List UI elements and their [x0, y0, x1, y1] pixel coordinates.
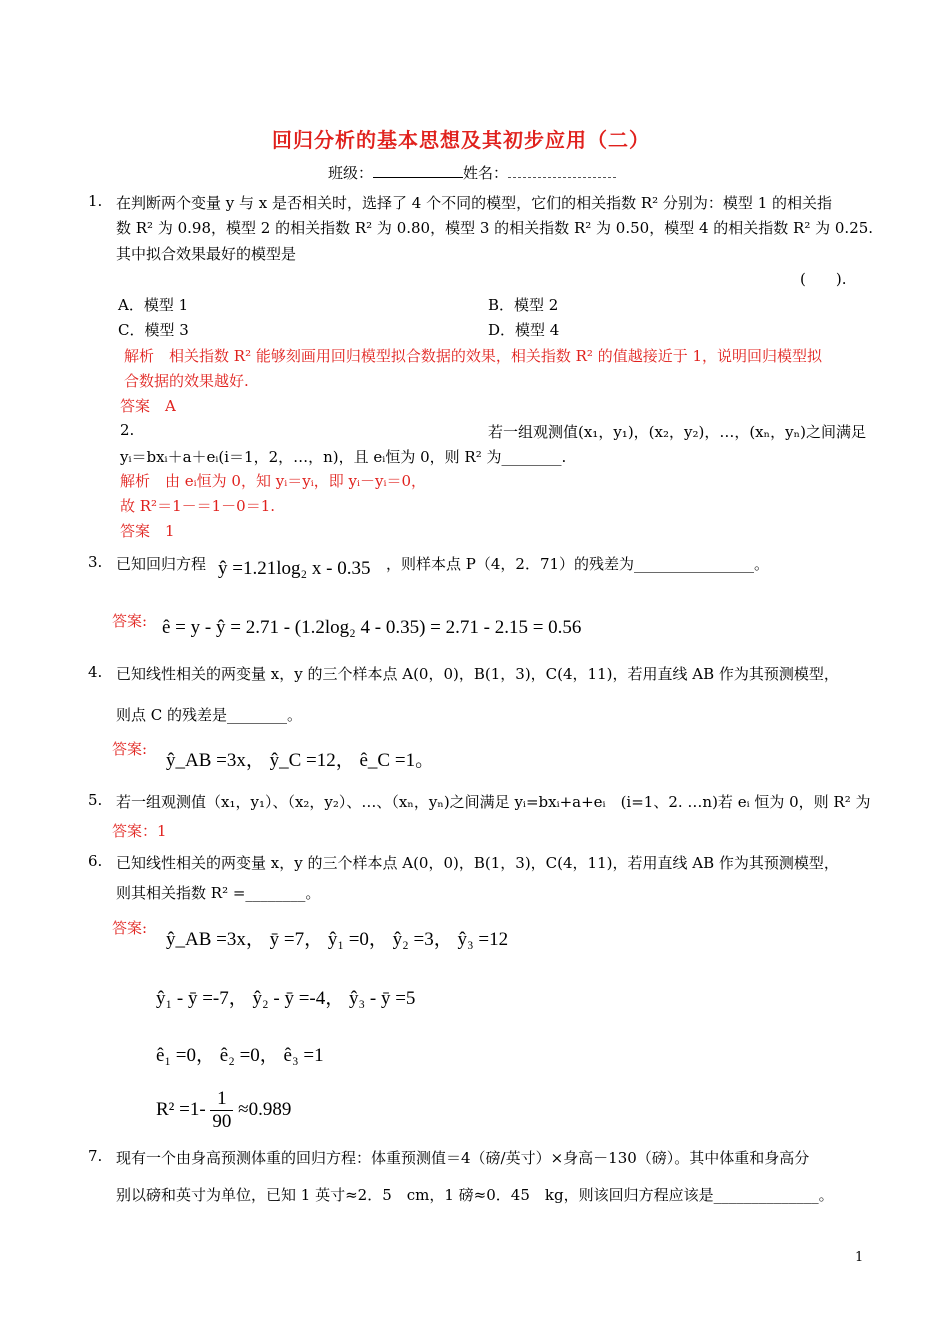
- q3-text-after: ，则样本点 P（4，2．71）的残差为________________。: [386, 555, 770, 573]
- page-title: 回归分析的基本思想及其初步应用（二）: [272, 128, 650, 152]
- q1-line2: 数 R² 为 0.98，模型 2 的相关指数 R² 为 0.80，模型 3 的相关指数 R² 为 0.50，模型 4 的相关指数 R² 为 0.25.: [116, 219, 874, 237]
- q2-analysis-line1: 解析 由 eᵢ恒为 0，知 yᵢ＝yᵢ，即 yᵢ－yᵢ＝0，: [120, 472, 427, 490]
- q1-option-a: A．模型 1: [118, 296, 189, 314]
- q6-line2: 则其相关指数 R² =________。: [116, 884, 321, 902]
- q4-answer-label: 答案:: [112, 740, 148, 758]
- q1-analysis-line1: 解析 相关指数 R² 能够刻画用回归模型拟合数据的效果，相关指数 R² 的值越接近于 1，说明回归模型拟: [124, 347, 823, 365]
- q4-line1: 已知线性相关的两变量 x，y 的三个样本点 A(0，0)，B(1，3)，C(4，11)，若用直线 AB 作为其预测模型，: [116, 665, 839, 683]
- q6-answer-row4: [156, 1088, 291, 1133]
- q1-option-d: D．模型 4: [488, 321, 560, 339]
- q7-number: 7.: [88, 1147, 103, 1165]
- r2-left: R² =1-: [156, 1098, 206, 1120]
- name-label: 姓名：: [463, 164, 509, 182]
- r2-fraction: [210, 1088, 233, 1133]
- q2-answer: 答案 1: [120, 522, 175, 540]
- name-blank[interactable]: [508, 163, 616, 178]
- q7-line2: 别以磅和英寸为单位，已知 1 英寸≈2．5 cm，1 磅≈0．45 kg，则该回归方程应该是______________。: [116, 1186, 834, 1204]
- r2-denominator: 90: [212, 1111, 232, 1132]
- q3-number: 3.: [88, 553, 103, 571]
- q7-line1: 现有一个由身高预测体重的回归方程：体重预测值＝4（磅/英寸）×身高－130（磅）。其中体重和身高分: [116, 1149, 810, 1167]
- class-name-line: [328, 162, 616, 183]
- q1-number: 1.: [88, 192, 103, 210]
- q1-analysis-line2: 合数据的效果越好.: [124, 372, 249, 390]
- class-label: 班级：: [328, 164, 374, 182]
- q6-answer-label: 答案:: [112, 919, 148, 937]
- q3-text-before: 已知回归方程: [116, 555, 207, 573]
- q1-bracket: ( ).: [800, 270, 847, 288]
- class-blank[interactable]: [373, 163, 463, 178]
- q3-answer-formula: ê = y - ŷ = 2.71 - (1.2log₂ 4 - 0.35) = 2.71 - 2.15 = 0.56: [162, 617, 582, 638]
- q6-line1: 已知线性相关的两变量 x，y 的三个样本点 A(0，0)，B(1，3)，C(4，11)，若用直线 AB 作为其预测模型，: [116, 854, 839, 872]
- page-number: 1: [855, 1250, 864, 1265]
- r2-numerator: 1: [210, 1088, 233, 1111]
- q1-option-b: B．模型 2: [488, 296, 559, 314]
- q1-answer: 答案 A: [120, 397, 176, 415]
- q2-line1: 若一组观测值(x₁，y₁)，(x₂，y₂)，…，(xₙ，yₙ)之间满足: [488, 423, 866, 441]
- q4-line2: 则点 C 的残差是________。: [116, 706, 303, 724]
- q4-number: 4.: [88, 663, 103, 681]
- q3-answer-label: 答案:: [112, 612, 148, 630]
- q1-option-c: C．模型 3: [118, 321, 189, 339]
- q6-answer-row1: ŷ_AB =3x， ȳ =7， ŷ₁ =0， ŷ₂ =3， ŷ₃ =12: [166, 929, 509, 950]
- q3-formula: ŷ =1.21log₂ x - 0.35: [218, 558, 371, 579]
- q1-line1: 在判断两个变量 y 与 x 是否相关时，选择了 4 个不同的模型，它们的相关指数 R² 分别为：模型 1 的相关指: [116, 194, 833, 212]
- q5-answer: 答案：1: [112, 822, 167, 840]
- q6-answer-row3: ê₁ =0， ê₂ =0， ê₃ =1: [156, 1045, 324, 1066]
- q1-line3: 其中拟合效果最好的模型是: [116, 245, 297, 263]
- q2-number: 2.: [120, 421, 135, 439]
- q4-answer-formula: ŷ_AB =3x， ŷ_C =12， ê_C =1。: [166, 750, 435, 771]
- q5-line1: 若一组观测值（x₁，y₁）、（x₂，y₂）、…、（xₙ，yₙ)之间满足 yᵢ=bxᵢ+a+eᵢ (i=1、2. …n)若 eᵢ 恒为 0，则 R² 为: [116, 793, 871, 811]
- q5-number: 5.: [88, 791, 103, 809]
- q2-analysis-line2: 故 R²＝1－＝1－0＝1.: [120, 497, 276, 515]
- q6-number: 6.: [88, 852, 103, 870]
- q6-answer-row2: ŷ₁ - ȳ =-7， ŷ₂ - ȳ =-4， ŷ₃ - ȳ =5: [156, 988, 416, 1009]
- q2-line2: yᵢ＝bxᵢ＋a＋eᵢ(i＝1，2，…，n)，且 eᵢ恒为 0，则 R² 为________.: [120, 448, 567, 466]
- r2-right: ≈0.989: [238, 1098, 292, 1120]
